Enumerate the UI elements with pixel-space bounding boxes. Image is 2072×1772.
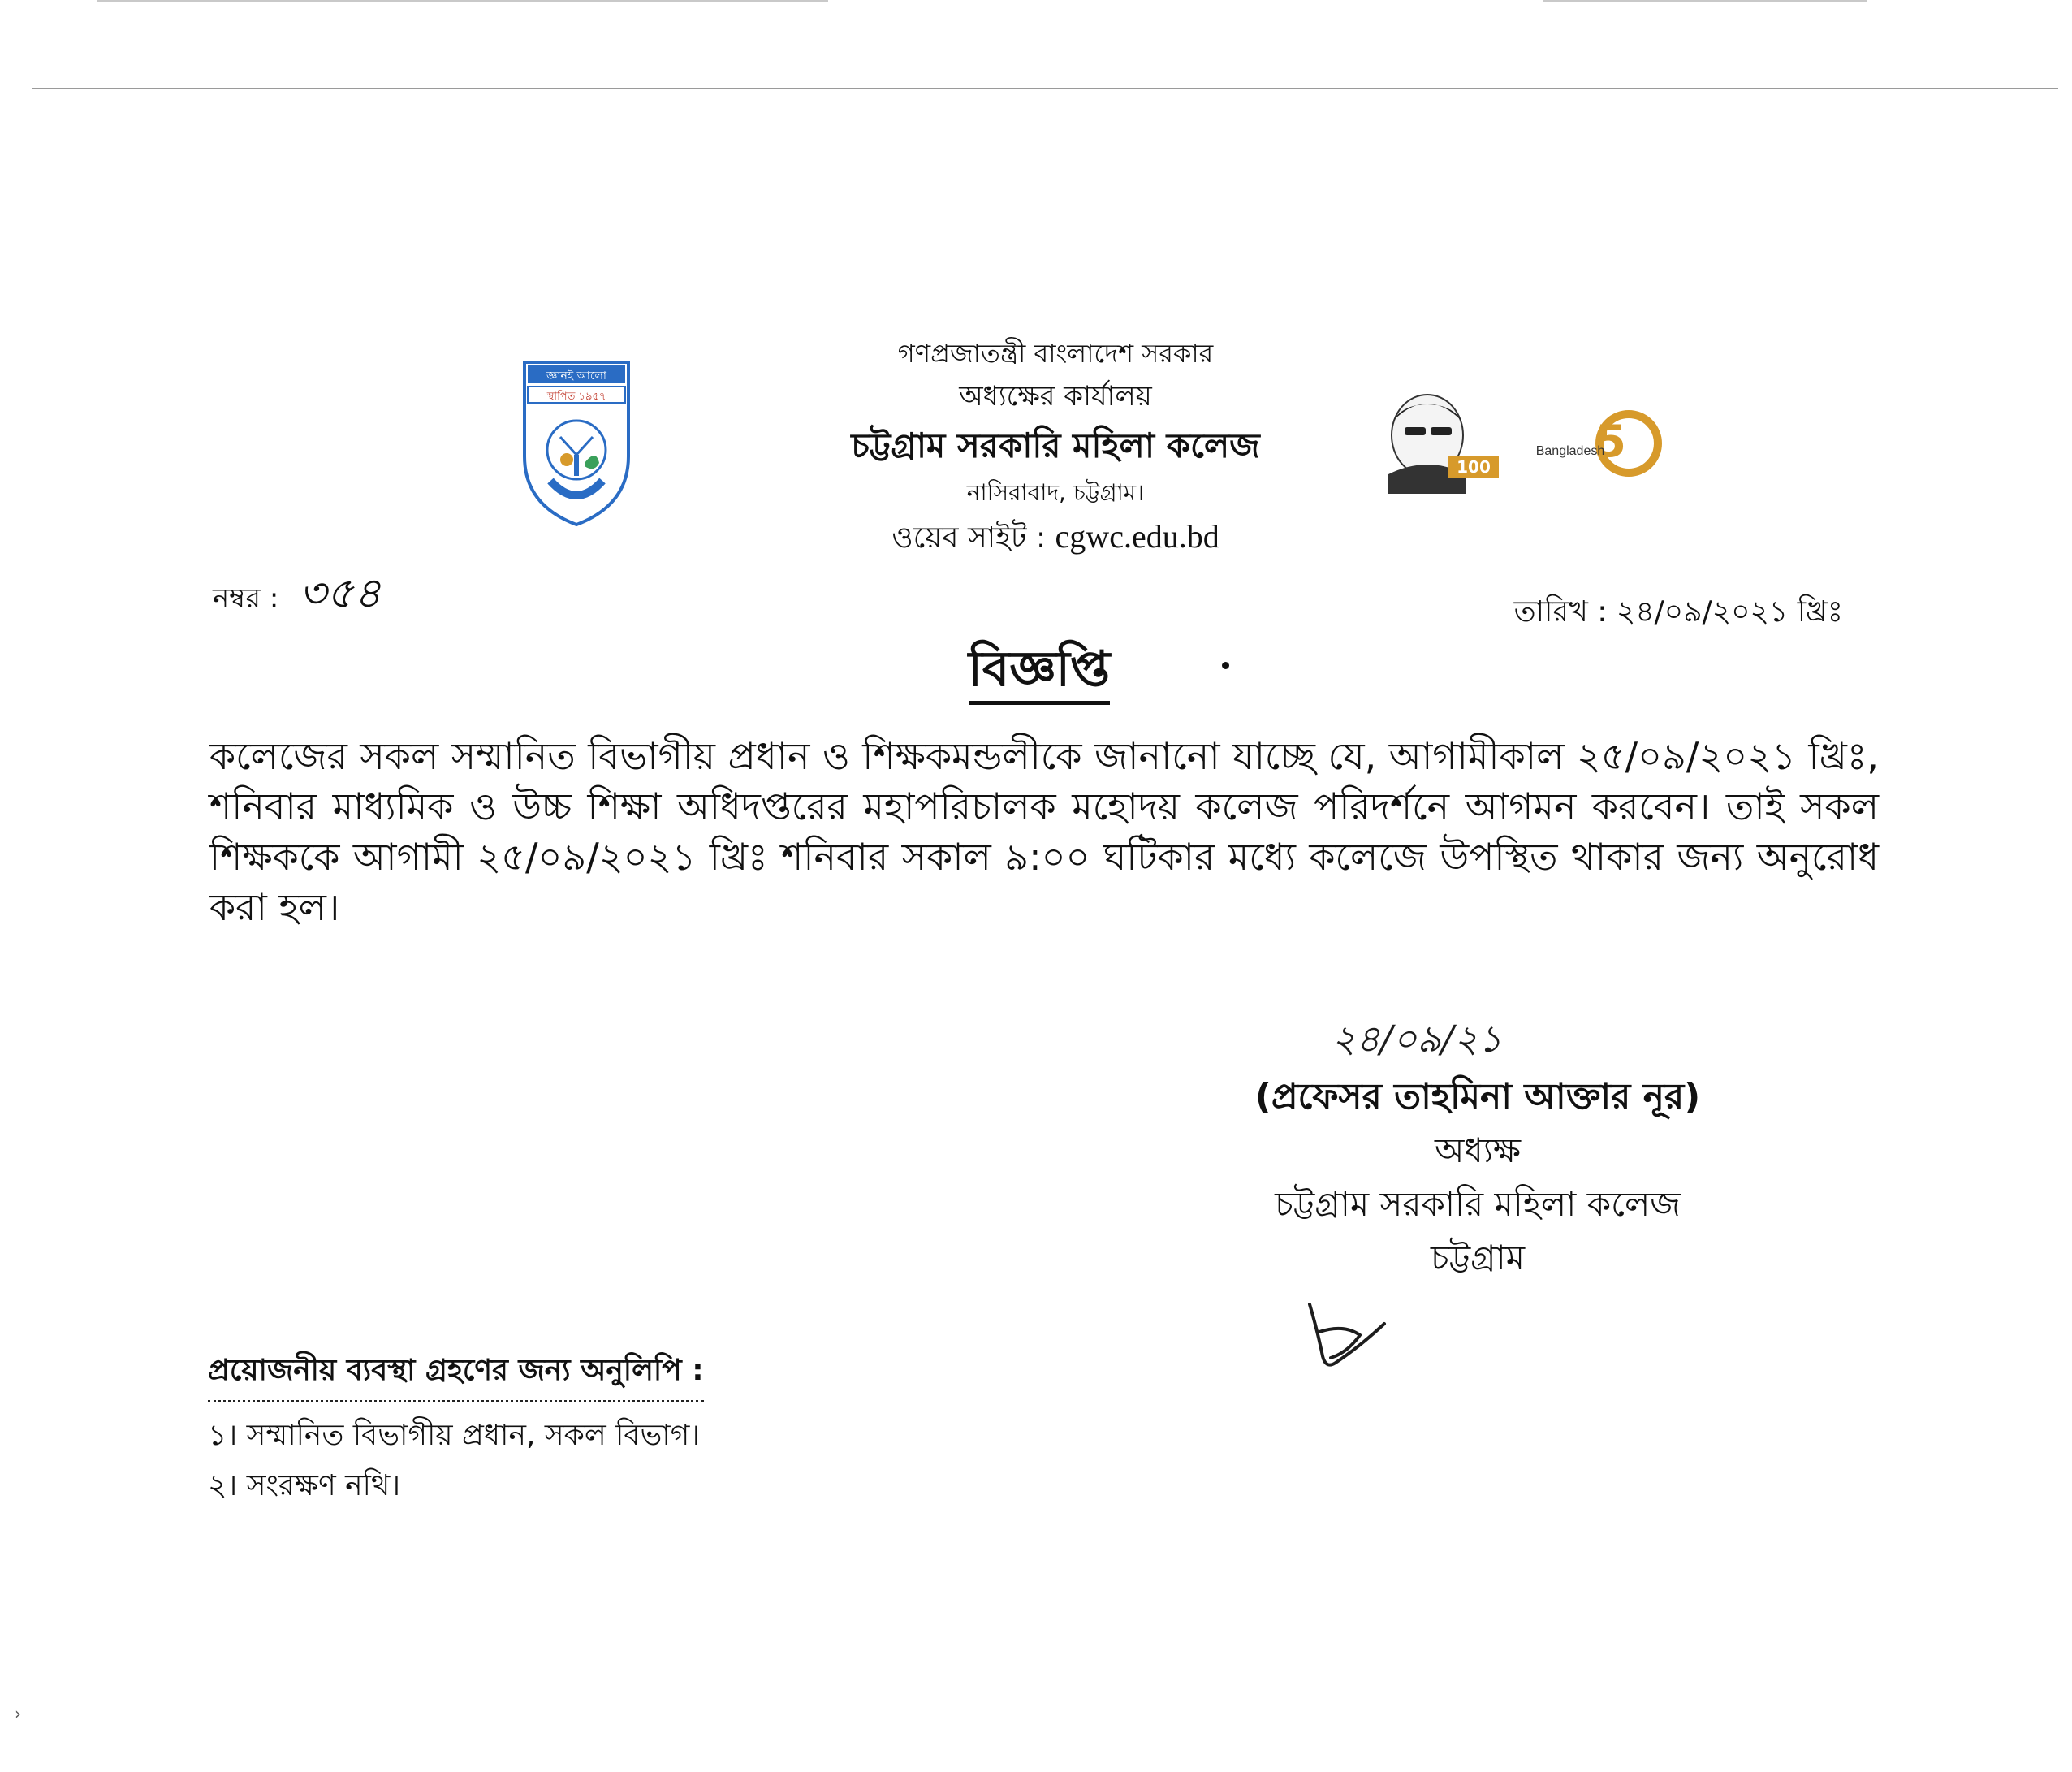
copy-heading: প্রয়োজনীয় ব্যবস্থা গ্রহণের জন্য অনুলিপি : bbox=[208, 1348, 704, 1402]
date-label: তারিখ : bbox=[1513, 595, 1608, 629]
college-crest-icon bbox=[521, 359, 632, 528]
reference-number bbox=[213, 560, 381, 631]
reference-handwritten: ৩৫৪ bbox=[299, 569, 382, 618]
letterhead bbox=[731, 333, 1380, 562]
notice-title-text: বিজ্ঞপ্তি bbox=[969, 641, 1110, 705]
college-name: চট্টগ্রাম সরকারি মহিলা কলেজ bbox=[851, 426, 1260, 465]
handwritten-initials-icon bbox=[1303, 1299, 1401, 1372]
signatory-institution: চট্টগ্রাম সরকারি মহিলা কলেজ bbox=[1275, 1184, 1681, 1224]
crest-motto: জ্ঞানই আলো bbox=[546, 370, 606, 382]
notice-date bbox=[1514, 590, 1843, 638]
website-url: cgwc.edu.bd bbox=[1055, 518, 1219, 555]
signatory-designation: অধ্যক্ষ bbox=[1434, 1130, 1522, 1170]
copy-item: ২। সংরক্ষণ নথি। bbox=[208, 1469, 401, 1502]
scan-edge-mark bbox=[97, 0, 828, 2]
signatory-block bbox=[1202, 1070, 1754, 1285]
reference-label: নম্বর : bbox=[213, 582, 279, 615]
top-rule bbox=[32, 88, 2058, 89]
copy-list bbox=[208, 1411, 704, 1511]
scan-edge-mark bbox=[1543, 0, 1867, 2]
notice-title bbox=[934, 633, 1145, 705]
svg-text:5: 5 bbox=[1595, 416, 1626, 467]
office-name: অধ্যক্ষের কার্যালয় bbox=[959, 380, 1152, 413]
logo-brand-text: Bangladesh bbox=[1535, 444, 1605, 458]
mujib-100-and-bangladesh-50-logo bbox=[1371, 387, 1663, 494]
handwritten-signature-date: ২৪/০৯/২১ bbox=[1332, 1017, 1503, 1061]
copy-item: ১। সম্মানিত বিভাগীয় প্রধান, সকল বিভাগ। bbox=[208, 1419, 701, 1452]
date-value: ২৪/০৯/২০২১ খ্রিঃ bbox=[1616, 595, 1843, 629]
government-name: গণপ্রজাতন্ত্রী বাংলাদেশ সরকার bbox=[897, 338, 1214, 369]
crest-established: স্থাপিত ১৯৫৭ bbox=[546, 391, 606, 403]
website-label: ওয়েব সাইট : bbox=[891, 521, 1047, 555]
college-address: নাসিরাবাদ, চট্টগ্রাম। bbox=[966, 479, 1145, 506]
website-line bbox=[731, 513, 1380, 562]
copy-distribution bbox=[208, 1348, 704, 1511]
svg-text:100: 100 bbox=[1457, 457, 1491, 477]
scan-corner-mark: › bbox=[15, 1704, 21, 1723]
ink-dot bbox=[1222, 662, 1229, 669]
notice-body: কলেজের সকল সম্মানিত বিভাগীয় প্রধান ও শিক্ষকমন্ডলীকে জানানো যাচ্ছে যে, আগামীকাল ২৫/০৯/২০২১ খ্রিঃ, শনিবার মাধ্যমিক ও উচ্চ শিক্ষা অধিদপ্তরের মহাপরিচালক মহোদয় কলেজ পরিদর্শনে আগমন করবেন। তাই সকল শিক্ষককে আগামী ২৫/০৯/২০২১ খ্রিঃ শনিবার সকাল ৯:০০ ঘটিকার মধ্যে কলেজে উপস্থিত থাকার জন্য অনুরোধ করা হল। bbox=[209, 734, 1879, 929]
signatory-name: (প্রফেসর তাহমিনা আক্তার নূর) bbox=[1254, 1076, 1701, 1117]
signatory-city: চট্টগ্রাম bbox=[1430, 1238, 1526, 1277]
